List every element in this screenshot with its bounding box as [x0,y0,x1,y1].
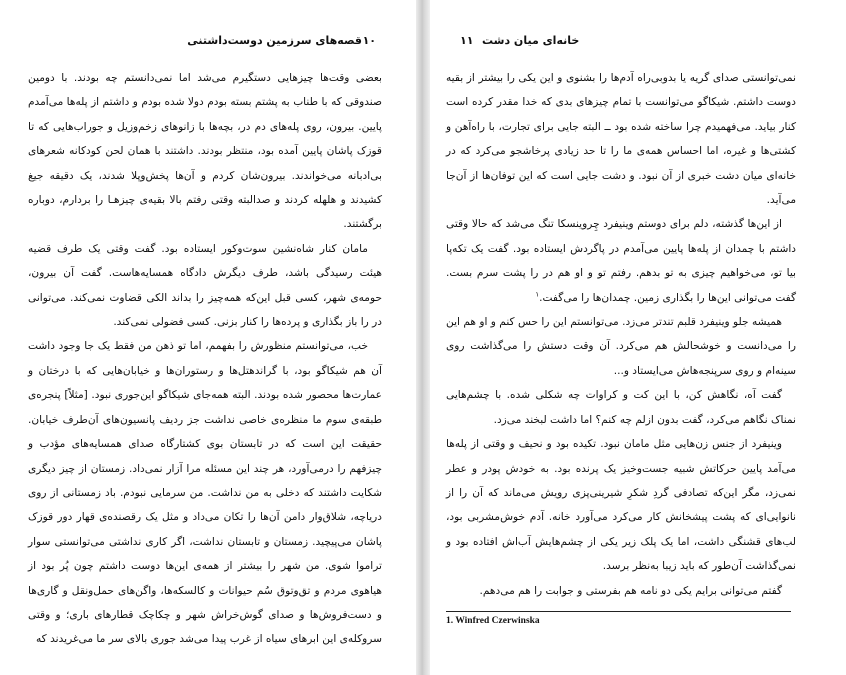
right-paragraph-4: گفت آه، نگاهش کن، با این کت و کراوات چه شکلی شده. با چشم‌هایی نمناک نگاهم می‌کرد، گفت بدون ازلم چه کنم؟ اما داشت لبخند می‌زد. [446,389,796,426]
left-page-number: ۱۰ [362,34,376,47]
right-running-head-title: خانه‌ای میان دشت [482,34,580,47]
right-paragraph-2-text: از این‌ها گذشته، دلم برای دوستم وینیفرد چِروینسکا تنگ می‌شد که حالا وقتی داشتم با چمدان از پله‌ها پایین می‌آمدم در پاگردش ایستاده بود. گفت یک تکه‌پا بیا تو، می‌خواهیم چیزی به تو بدهم. رفتم تو و او هم در را پشت سرم بست. گفت می‌توانی این‌ها را بگذاری زمین. چمدان‌ها را می‌گفت. [446,218,796,304]
left-running-head-title: قصه‌های سرزمین دوست‌داشتنی [187,34,362,47]
left-paragraph-2: مامان کنار شاه‌نشین سوت‌وکور ایستاده بود. گفت وقتی یک طرف قضیه هیئت رسیدگی باشد، طرف دیگرش دادگاه همسایه‌هاست. گفت آن بیرون، حومه‌ی شهر، کسی قبل این‌که همه‌چیز را بداند الکی قضاوت نمی‌کند. می‌توانی در را باز بگذاری و پرده‌ها را کنار بزنی. کسی فضولی نمی‌کند. [28,242,382,329]
book-gutter [416,0,430,675]
right-paragraph-2 [446,212,796,310]
footnote-marker: ۱ [535,290,540,299]
right-paragraph-5: وینیفرد از جنس زن‌هایی مثل مامان نبود. تکیده بود و نحیف و وقتی از پله‌ها می‌آمد پایین حرکاتش شبیه جست‌وخیز یک پرنده بود. به خودش پودر و عطر نمی‌زد، مگر این‌که تصادفی گردِ شکرِ شیرینی‌پزی رویش می‌ماند که آن را از نانوایی‌ای که پشت پیشخانش کار می‌کرد می‌آورد خانه. آدم خوش‌مشربی بود، لب‌های قشنگی داشت، اما یک پلک زیر یکی از چشم‌هایش آب‌اش افتاده بود و نمی‌گذاشت آن‌طور که باید زیبا به‌نظر برسد. [446,438,796,573]
right-paragraph-6: گفتم می‌توانی برایم یکی دو نامه هم بفرستی و جوابت را هم می‌دهم. [479,584,782,597]
right-paragraph-1: نمی‌توانستی صدای گریه یا بدوبی‌راه آدم‌ها را بشنوی و این یکی را بیشتر از بقیه دوست داشتم. شیکاگو می‌توانست با تمام چیزهای بدی که خدا مقدر کرده است کنار بیاید. می‌فهمیدم چرا ساخته شده بود ــ البته جایی برای تجارت، با راه‌آهن و کشتی‌ها و غیره، اما احساس همه‌ی ما را تا حد زیادی پرخاشجو می‌کرد که در خانه‌ای میان دشت خبری از آن نبود. و دشت جایی است که این توفان‌ها از آن‌جا می‌آید. [446,72,796,207]
left-body-text [28,66,382,652]
right-page [430,0,846,675]
left-paragraph-3: خب، می‌توانستم منظورش را بفهمم، اما تو ذهن من فقط یک جا وجود داشت آن هم شیکاگو بود، با گراندهتل‌ها و رستوران‌ها و خیابان‌هایی که با درختان و عمارت‌ها محصور شده بودند. البته همه‌جای شیکاگو این‌جوری نبود. [مثلاً] پنجره‌ی طبقه‌ی سوم ما منظره‌ی خاصی نداشت جز ردیف پانسیون‌های آن‌طرف خیابان. حقیقت این است که در تابستان بوی کشتارگاه صدای همسایه‌های مؤدب و چیزفهم را درمی‌آورد، هر چند این مسئله مرا آزار نمی‌داد. زمستان از چیز دیگری شکایت داشتند که دخلی به من نداشت. من سرمایی نبودم. باد زمستانی از روی دریاچه، شلاق‌وار دامن آن‌ها را تکان می‌داد و مثل یک رقصنده‌ی قهار دور قوزک پاشان می‌پیچید. زمستان و تابستان نداشت، اگر کاری نداشتی می‌توانستی سوار تراموا شوی. من شهر را بیشتر از همه‌ی این‌ها دوست داشتم چون پُر بود از هیاهوی مردم و تق‌وتوق سُم حیوانات و کالسکه‌ها، واگن‌های حمل‌ونقل و گاری‌ها و دست‌فروش‌ها و صدای گوش‌خراش شهر و چکاچک قطارهای باری؛ و وقتی سروکله‌ی این ابرهای سیاه از غرب پیدا می‌شد جوری بالای سر ما می‌غریدند که [28,340,382,646]
left-page [0,0,416,675]
right-page-number: ۱۱ [460,34,474,47]
footnote: 1. Winfred Czerwinska [446,616,540,626]
footnote-divider [446,611,791,612]
left-paragraph-1: بعضی وقت‌ها چیزهایی دستگیرم می‌شد اما نمی‌دانستم چه بودند. با دومین صندوقی که با طناب به پشتم بسته بودم دولا شده بودم و داشتم از پله‌ها می‌آمدم پایین. بیرون، روی پله‌های دم در، بچه‌ها با زانوهای زخم‌وزیل و جوراب‌هایی که تا قوزک پاشان پایین آمده بود، منتظر بودند. داشتند با همان لحن کودکانه شعرهای بی‌ادبانه می‌خواندند. بیرون‌شان کردم و آن‌ها پخش‌وپلا شدند، یک دقیقه جیغ کشیدند و هلهله کردند و صدالبته وقتی رفتم بالا بقیه‌ی چیزهـا را بردارم، دوباره برگشتند. [28,72,382,231]
right-paragraph-3: همیشه جلو وینیفرد قلبم تندتر می‌زد. می‌توانستم این را حس کنم و او هم این را می‌دانست و خوشحالش هم می‌کرد. آن وقت دستش را می‌گذاشت روی سینه‌ام و روی سرپنجه‌هاش می‌ایستاد و... [446,316,796,377]
right-body-text [446,66,796,603]
